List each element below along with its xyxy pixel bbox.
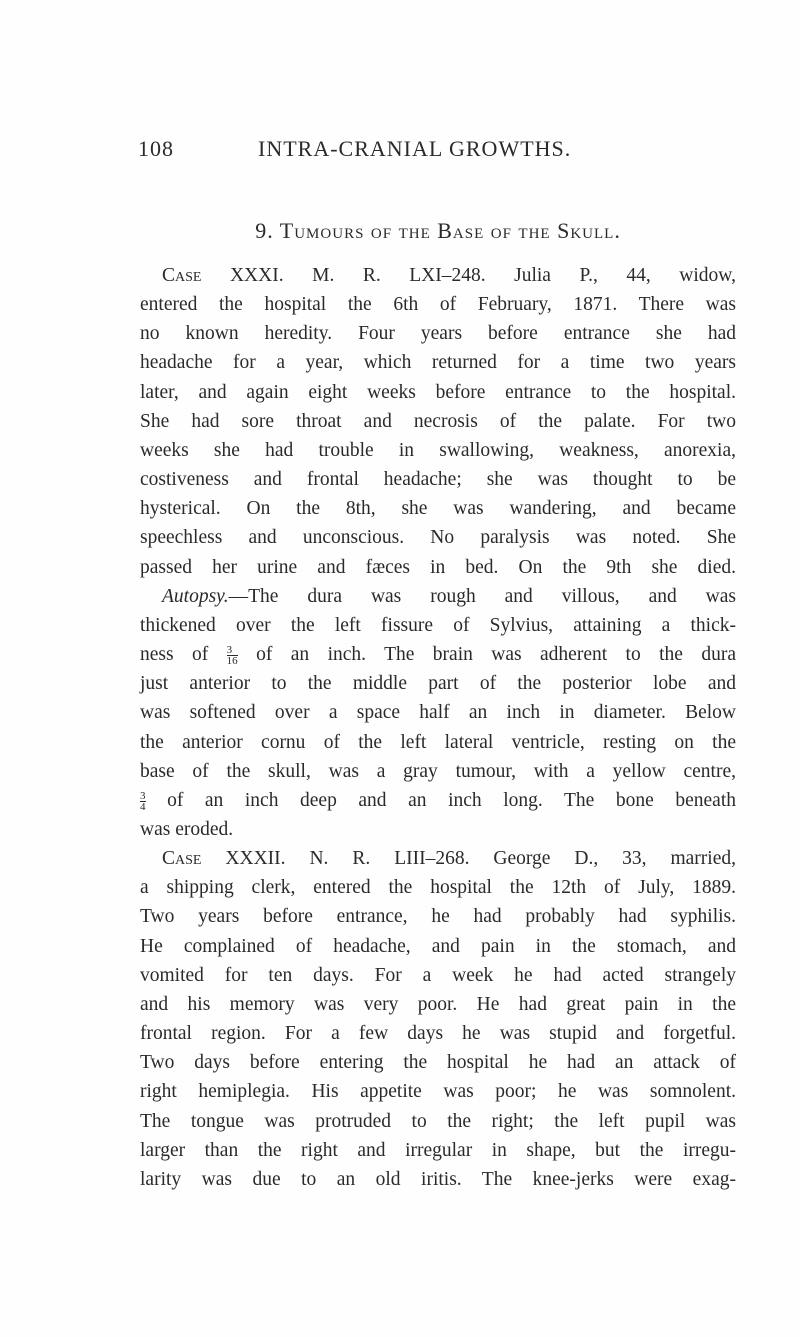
- text-line: She had sore throat and necrosis of the palate. For two: [140, 410, 736, 432]
- fraction: $\frac{3}{4}$: [140, 789, 146, 813]
- text-line: later, and again eight weeks before entrance to the hospital.: [140, 381, 736, 403]
- text-line: Case XXXI. M. R. LXI–248. Julia P., 44, widow,: [162, 265, 736, 286]
- text-line: frontal region. For a few days he was stupid and forgetful.: [140, 1023, 736, 1045]
- text-line: headache for a year, which returned for a time two years: [140, 352, 736, 374]
- fraction: $\frac{3}{16}$: [226, 644, 238, 668]
- text-line: $\frac{3}{4}$ of an inch deep and an inch long. The bone beneath: [140, 789, 736, 813]
- text-line: thickened over the left fissure of Sylvius, attaining a thick-: [140, 614, 736, 636]
- body-text: [140, 261, 736, 1194]
- text-line: base of the skull, was a gray tumour, with a yellow centre,: [140, 760, 736, 782]
- text-line: speechless and unconscious. No paralysis was noted. She: [140, 527, 736, 549]
- text-line: Case XXXII. N. R. LIII–268. George D., 33, married,: [162, 848, 736, 870]
- text-line: costiveness and frontal headache; she was thought to be: [140, 469, 736, 491]
- case-31-paragraph: [140, 261, 736, 844]
- text-line: and his memory was very poor. He had great pain in the: [140, 993, 736, 1015]
- text-line: larity was due to an old iritis. The knee-jerks were exag-: [140, 1168, 736, 1190]
- text-line: ness of $\frac{3}{16}$ of an inch. The brain was adherent to the dura: [140, 644, 737, 668]
- text-line: was eroded.: [140, 818, 234, 840]
- text-line: vomited for ten days. For a week he had acted strangely: [140, 964, 736, 986]
- text-line: was softened over a space half an inch in diameter. Below: [140, 702, 736, 724]
- text-line: entered the hospital the 6th of February, 1871. There was: [140, 294, 736, 316]
- text-line: larger than the right and irregular in shape, but the irregu-: [140, 1139, 736, 1161]
- page-header: [138, 136, 698, 166]
- text-line: right hemiplegia. His appetite was poor; he was somnolent.: [140, 1081, 736, 1103]
- text-line: Two days before entering the hospital he had an attack of: [140, 1052, 736, 1074]
- running-title: INTRA-CRANIAL GROWTHS.: [258, 136, 572, 161]
- case-label: Case XXXI.: [162, 265, 284, 286]
- text-line: the anterior cornu of the left lateral ventricle, resting on the: [140, 731, 736, 753]
- text-line: weeks she had trouble in swallowing, weakness, anorexia,: [140, 439, 736, 461]
- case-32-paragraph: [140, 844, 736, 1194]
- text-line: The tongue was protruded to the right; the left pupil was: [140, 1110, 736, 1132]
- text-line: hysterical. On the 8th, she was wandering, and became: [140, 498, 736, 520]
- text-line: Autopsy.—The dura was rough and villous, and was: [162, 585, 736, 607]
- text-line: no known heredity. Four years before entrance she had: [140, 323, 736, 345]
- text-line: He complained of headache, and pain in the stomach, and: [140, 935, 736, 957]
- page-number: 108: [138, 136, 174, 161]
- text-line: passed her urine and fæces in bed. On the 9th she died.: [140, 556, 736, 578]
- section-title: 9. Tumours of the Base of the Skull.: [255, 218, 621, 243]
- text-line: just anterior to the middle part of the posterior lobe and: [140, 673, 736, 695]
- text-line: Two years before entrance, he had probably had syphilis.: [140, 906, 736, 928]
- autopsy-label: Autopsy.: [162, 585, 229, 607]
- text-line: a shipping clerk, entered the hospital the 12th of July, 1889.: [140, 877, 736, 899]
- case-label: Case XXXII.: [162, 848, 286, 870]
